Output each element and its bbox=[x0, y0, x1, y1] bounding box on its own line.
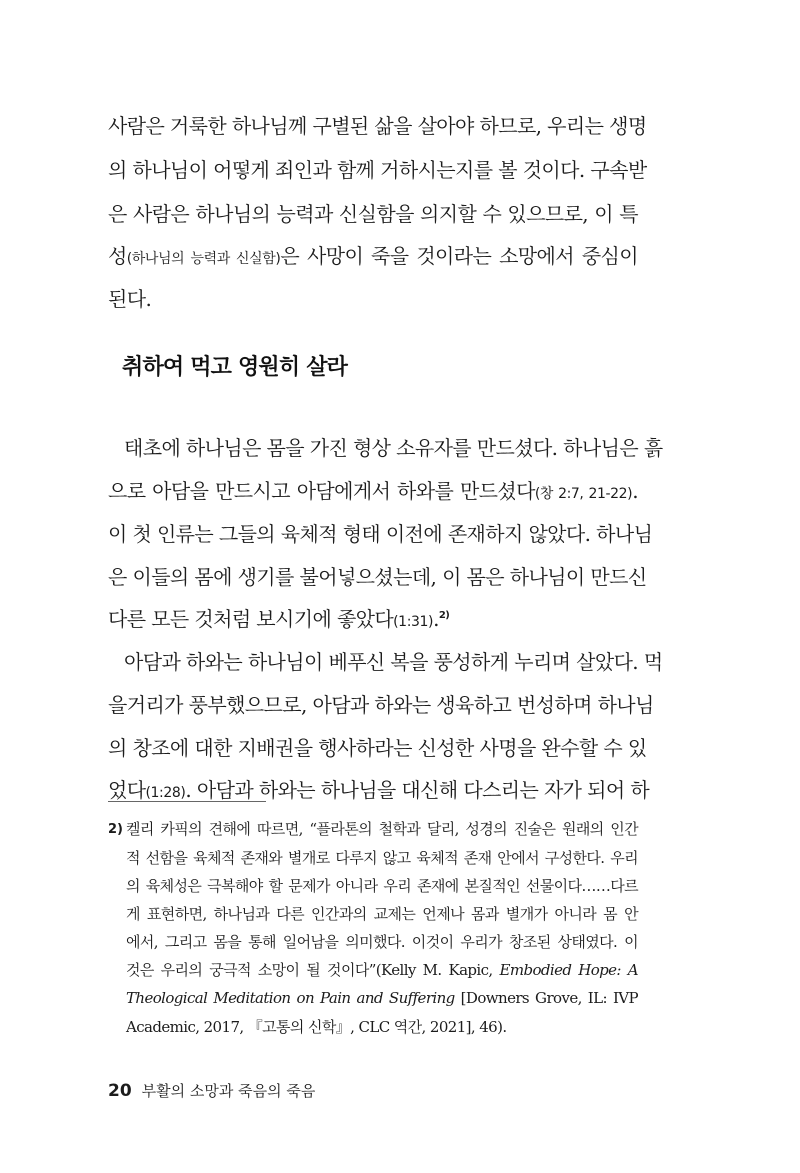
footnote-line-5: 에서, 그리고 몸을 통해 일어남을 의미했다. 이것이 우리가 창조된 상태였다. 이 bbox=[126, 933, 638, 951]
footnote-divider bbox=[108, 801, 266, 802]
p1-line-2: 으로 아담을 만드시고 아담에게서 하와를 만드셨다(창 2:7, 21-22). bbox=[108, 479, 638, 503]
intro-line-2: 의 하나님이 어떻게 죄인과 함께 거하시는지를 볼 것이다. 구속받 bbox=[108, 158, 647, 182]
scripture-reference: (1:28) bbox=[145, 785, 186, 801]
p1-line-3: 이 첫 인류는 그들의 육체적 형태 이전에 존재하지 않았다. 하나님 bbox=[108, 522, 653, 546]
footnote-number: 2) bbox=[108, 822, 123, 837]
footnote-line-4: 게 표현하면, 하나님과 다른 인간과의 교제는 언제나 몸과 별개가 아니라 몸 안 bbox=[126, 905, 638, 923]
scripture-reference: (1:31) bbox=[393, 614, 434, 630]
section-heading: 취하여 먹고 영원히 살라 bbox=[122, 355, 348, 380]
running-title: 부활의 소망과 죽음의 죽음 bbox=[141, 1082, 316, 1100]
intro-line-1: 사람은 거룩한 하나님께 구별된 삶을 살아야 하므로, 우리는 생명 bbox=[108, 114, 647, 138]
intro-line-4: 성(하나님의 능력과 신실함)은 사망이 죽을 것이라는 소망에서 중심이 bbox=[108, 244, 638, 268]
footnote-line-7: Theological Meditation on Pain and Suffering [Downers Grove, IL: IVP bbox=[126, 989, 638, 1007]
p2-line-4: 었다(1:28). 아담과 하와는 하나님을 대신해 다스리는 자가 되어 하 bbox=[108, 778, 650, 802]
footnote-marker: 2) bbox=[438, 610, 450, 621]
book-title-italic: Embodied Hope: A bbox=[499, 961, 638, 979]
footnote-line-8: Academic, 2017, 『고통의 신학』, CLC 역간, 2021], 46). bbox=[126, 1018, 507, 1036]
page-number: 20 bbox=[108, 1081, 132, 1101]
footnote-line-6: 것은 우리의 궁극적 소망이 될 것이다”(Kelly M. Kapic, Embodied Hope: A bbox=[126, 961, 638, 979]
footnote-line-3: 의 육체성은 극복해야 할 문제가 아니라 우리 존재에 본질적인 선물이다……다르 bbox=[126, 877, 638, 895]
footnote-line-2: 적 선함을 육체적 존재와 별개로 다루지 않고 육체적 존재 안에서 구성한다. 우리 bbox=[126, 849, 638, 867]
footnote-line-1: 켈리 카픽의 견해에 따르면, “플라톤의 철학과 달리, 성경의 진술은 원래의 인간 bbox=[126, 820, 638, 838]
p2-line-1: 아담과 하와는 하나님이 베푸신 복을 풍성하게 누리며 살았다. 먹 bbox=[124, 650, 663, 674]
p2-line-3: 의 창조에 대한 지배권을 행사하라는 신성한 사명을 완수할 수 있 bbox=[108, 736, 647, 760]
page-footer bbox=[108, 1080, 315, 1101]
p1-line-4: 은 이들의 몸에 생기를 불어넣으셨는데, 이 몸은 하나님이 만드신 bbox=[108, 565, 647, 589]
intro-line-3: 은 사람은 하나님의 능력과 신실함을 의지할 수 있으므로, 이 특 bbox=[108, 202, 638, 226]
scripture-reference: (창 2:7, 21-22) bbox=[534, 486, 633, 502]
intro-line-5: 된다. bbox=[108, 287, 152, 311]
p1-line-5: 다른 모든 것처럼 보시기에 좋았다(1:31).$^{2)}$ bbox=[108, 607, 450, 631]
inline-note: (하나님의 능력과 신실함) bbox=[126, 251, 281, 267]
p1-line-1: 태초에 하나님은 몸을 가진 형상 소유자를 만드셨다. 하나님은 흙 bbox=[124, 436, 663, 460]
book-title-italic: Theological Meditation on Pain and Suffering bbox=[126, 989, 455, 1007]
p2-line-2: 을거리가 풍부했으므로, 아담과 하와는 생육하고 번성하며 하나님 bbox=[108, 693, 654, 717]
